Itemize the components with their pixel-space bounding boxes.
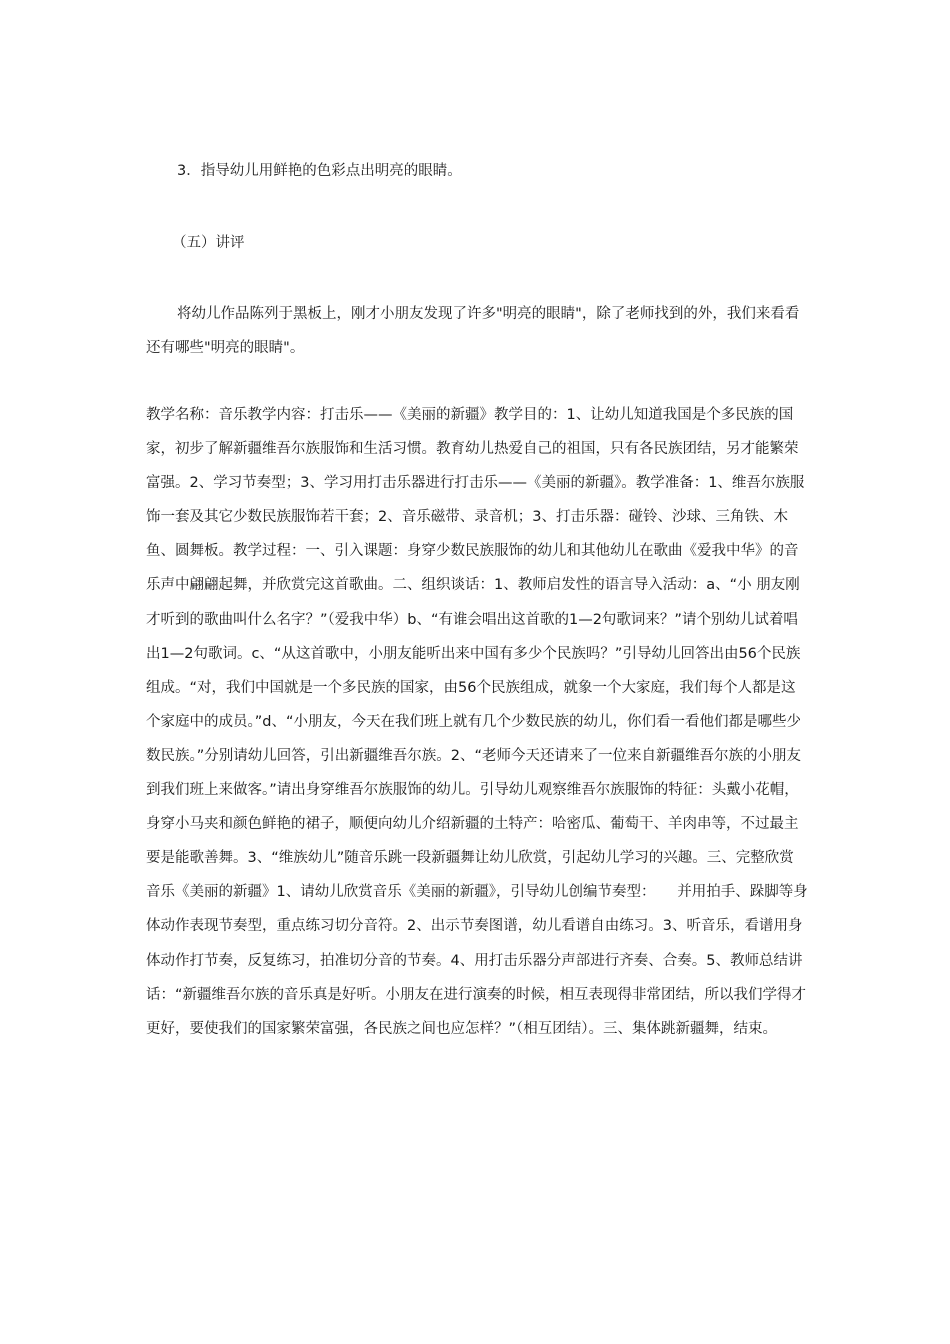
review-paragraph: 将幼儿作品陈列于黑板上，刚才小朋友发现了许多"明亮的眼睛"，除了老师找到的外，我们来看看还有哪些"明亮的眼睛"。 bbox=[146, 306, 800, 356]
section-5-heading: （五）讲评 bbox=[172, 235, 245, 251]
lesson-plan-paragraph: 教学名称：音乐教学内容：打击乐——《美丽的新疆》教学目的：1、让幼儿知道我国是个多民族的国家，初步了解新疆维吾尔族服饰和生活习惯。教育幼儿热爱自己的祖国，只有各民族团结，另才能繁荣富强。2、学习节奏型；3、学习用打击乐器进行打击乐——《美丽的新疆》。教学准备：1、维吾尔族服饰一套及其它少数民族服饰若干套；2、音乐磁带、录音机；3、打击乐器：碰铃、沙球、三角铁、木鱼、圆舞板。教学过程：一、引入课题：身穿少数民族服饰的幼儿和其他幼儿在歌曲《爱我中华》的音乐声中翩翩起舞，并欣赏完这首歌曲。二、组织谈话：1、教师启发性的语言导入活动：a、“小 朋友刚才听到的歌曲叫什么名字？”（爱我中华）b、“有谁会唱出这首歌的1—2句歌词来？”请个别幼儿试着唱出1—2句歌词。c、“从这首歌中，小朋友能听出来中国有多少个民族吗？”引导幼儿回答出由56个民族组成。“对，我们中国就是一个多民族的国家，由56个民族组成，就象一个大家庭，我们每个人都是这个家庭中的成员。”d、“小朋友，今天在我们班上就有几个少数民族的幼儿，你们看一看他们都是哪些少数民族。”分别请幼儿回答，引出新疆维吾尔族。2、“老师今天还请来了一位来自新疆维吾尔族的小朋友到我们班上来做客。”请出身穿维吾尔族服饰的幼儿。引导幼儿观察维吾尔族服饰的特征：头戴小花帽，身穿小马夹和颜色鲜艳的裙子，顺便向幼儿介绍新疆的土特产：哈密瓜、葡萄干、羊肉串等，不过最主要是能歌善舞。3、“维族幼儿”随音乐跳一段新疆舞让幼儿欣赏，引起幼儿学习的兴趣。三、完整欣赏音乐《美丽的新疆》1、请幼儿欣赏音乐《美丽的新疆》，引导幼儿创编节奏型： 并用拍手、跺脚等身体动作表现节奏型，重点练习切分音符。2、出示节奏图谱，幼儿看谱自由练习。3、听音乐，看谱用身体动作打节奏，反复练习，拍准切分音的节奏。4、用打击乐器分声部进行齐奏、合奏。5、教师总结讲话：“新疆维吾尔族的音乐真是好听。小朋友在进行演奏的时候，相互表现得非常团结，所以我们学得才更好，要使我们的国家繁荣富强，各民族之间也应怎样？”（相互团结）。三、集体跳新疆舞，结束。 bbox=[146, 407, 808, 1037]
step-3-text: 3．指导幼儿用鲜艳的色彩点出明亮的眼睛。 bbox=[177, 163, 462, 179]
